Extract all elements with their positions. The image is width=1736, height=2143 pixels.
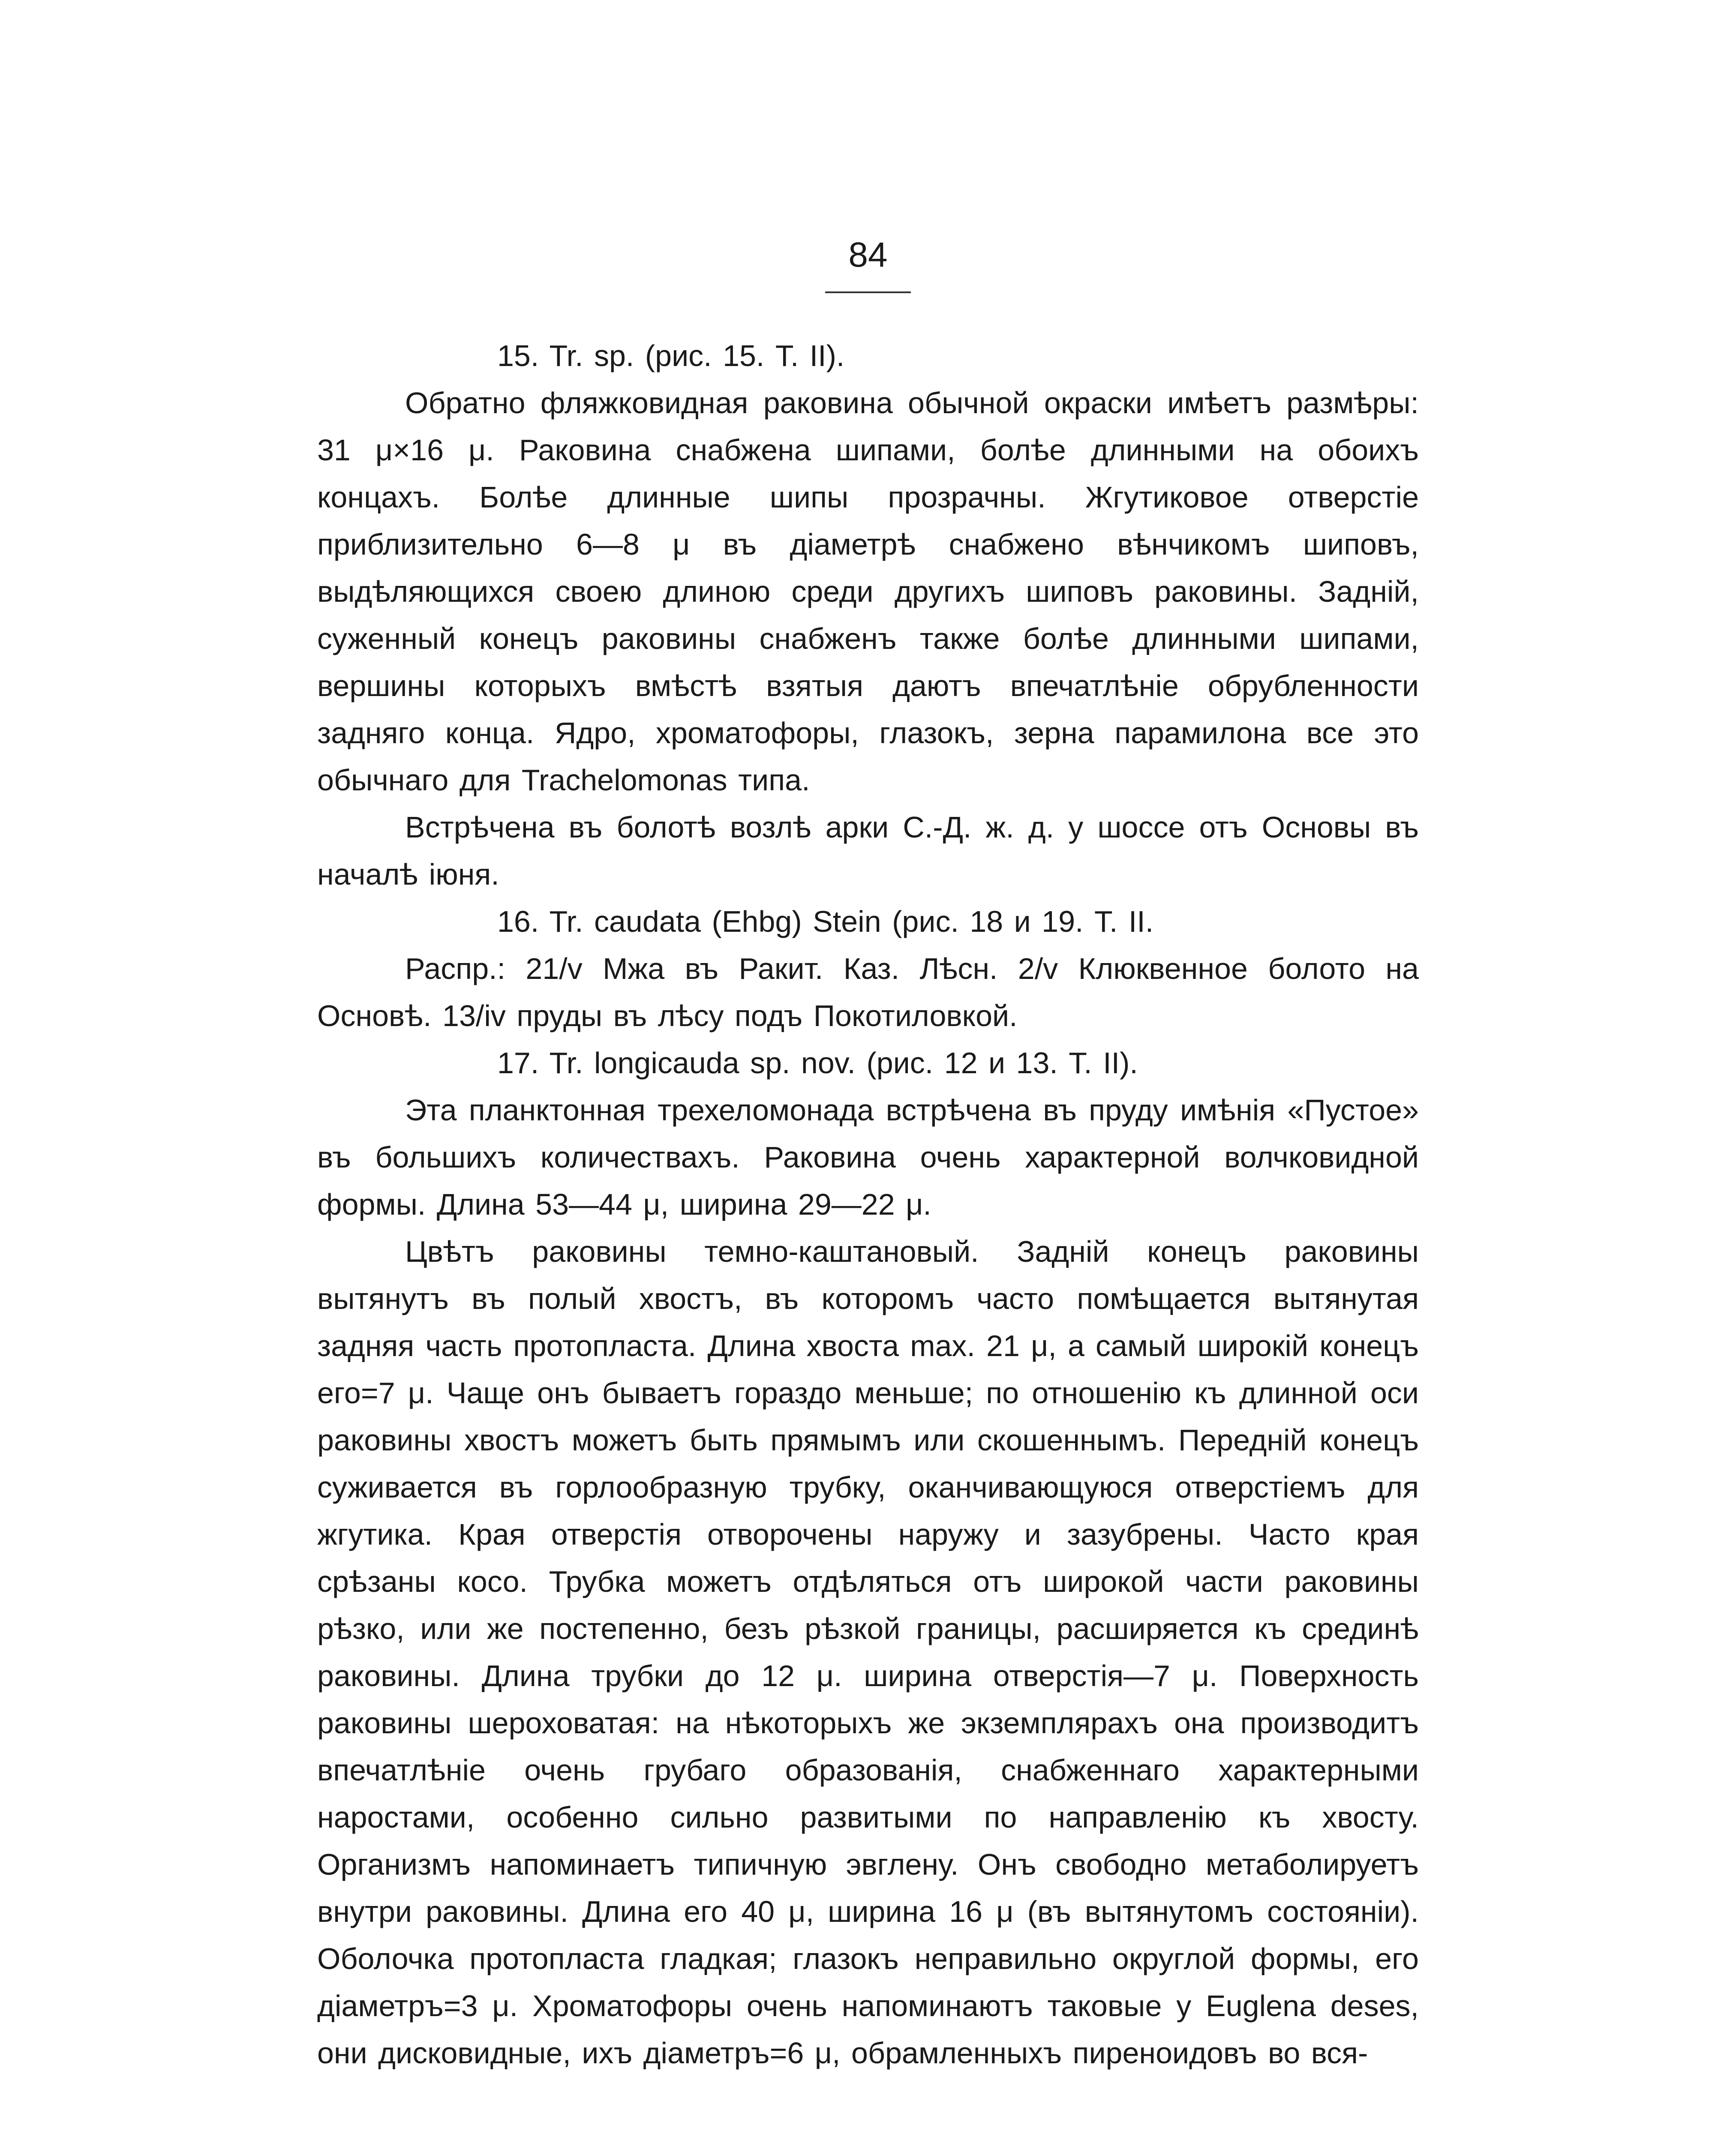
header-rule (825, 291, 911, 293)
section-heading-17: 17. Tr. longicauda sp. nov. (рис. 12 и 13. Т. II). (497, 1046, 1138, 1080)
page-number: 84 (848, 235, 888, 274)
section-heading-15: 15. Tr. sp. (рис. 15. Т. II). (497, 339, 845, 372)
paragraph: Встрѣчена въ болотѣ возлѣ арки С.-Д. ж. д. у шоссе отъ Основы въ началѣ iюня. (317, 810, 1419, 891)
paragraph: Распр.: 21/v Мжа въ Ракит. Каз. Лѣсн. 2/v Клюквенное болото на Основѣ. 13/iv пруды въ лѣсу подъ Покотиловкой. (317, 952, 1419, 1032)
section-heading-16: 16. Tr. caudata (Ehbg) Stein (рис. 18 и 19. Т. II. (497, 905, 1154, 938)
paragraph: Цвѣтъ раковины темно-каштановый. Заднiй конецъ раковины вытянутъ въ полый хвостъ, въ которомъ часто помѣщается вытянутая задняя часть протопласта. Длина хвоста max. 21 μ, а самый широкiй конецъ его=7 μ. Чаще онъ бываетъ гораздо меньше; по отношенiю къ длинной оси раковины хвостъ можетъ быть прямымъ или скошеннымъ. Переднiй конецъ суживается въ горлообразную трубку, оканчивающуюся отверстiемъ для жгутика. Края отверстiя отворочены наружу и зазубрены. Часто края срѣзаны косо. Трубка можетъ отдѣляться отъ широкой части раковины рѣзко, или же постепенно, безъ рѣзкой границы, расширяется къ срединѣ раковины. Длина трубки до 12 μ. ширина отверстiя—7 μ. Поверхность раковины шероховатая: на нѣкоторыхъ же экземплярахъ она производитъ впечатлѣнiе очень грубаго образованiя, снабженнаго характерными наростами, особенно сильно развитыми по направленiю къ хвосту. Организмъ напоминаетъ типичную эвглену. Онъ свободно метаболируетъ внутри раковины. Длина его 40 μ, ширина 16 μ (въ вытянутомъ состоянiи). Оболочка протопласта гладкая; глазокъ неправильно округлой формы, его дiаметръ=3 μ. Хроматофоры очень напоминаютъ таковые у Euglena deses, они дисковидные, ихъ дiаметръ=6 μ, обрамленныхъ пиреноидовъ во вся- (317, 1235, 1419, 2070)
paragraph: Эта планктонная трехеломонада встрѣчена въ пруду имѣнiя «Пустое» въ большихъ количествахъ. Раковина очень характерной волчковидной формы. Длина 53—44 μ, ширина 29—22 μ. (317, 1093, 1419, 1221)
body-text (317, 332, 1419, 2077)
paragraph: Обратно фляжковидная раковина обычной окраски имѣетъ размѣры: 31 μ×16 μ. Раковина снабжена шипами, болѣе длинными на обоихъ концахъ. Болѣе длинные шипы прозрачны. Жгутиковое отверстiе приблизительно 6—8 μ въ дiаметрѣ снабжено вѣнчикомъ шиповъ, выдѣляющихся своею длиною среди другихъ шиповъ раковины. Заднiй, суженный конецъ раковины снабженъ также болѣе длинными шипами, вершины которыхъ вмѣстѣ взятыя даютъ впечатлѣнiе обрубленности задняго конца. Ядро, хроматофоры, глазокъ, зерна парамилона все это обычнаго для Trachelomonas типа. (317, 386, 1419, 797)
